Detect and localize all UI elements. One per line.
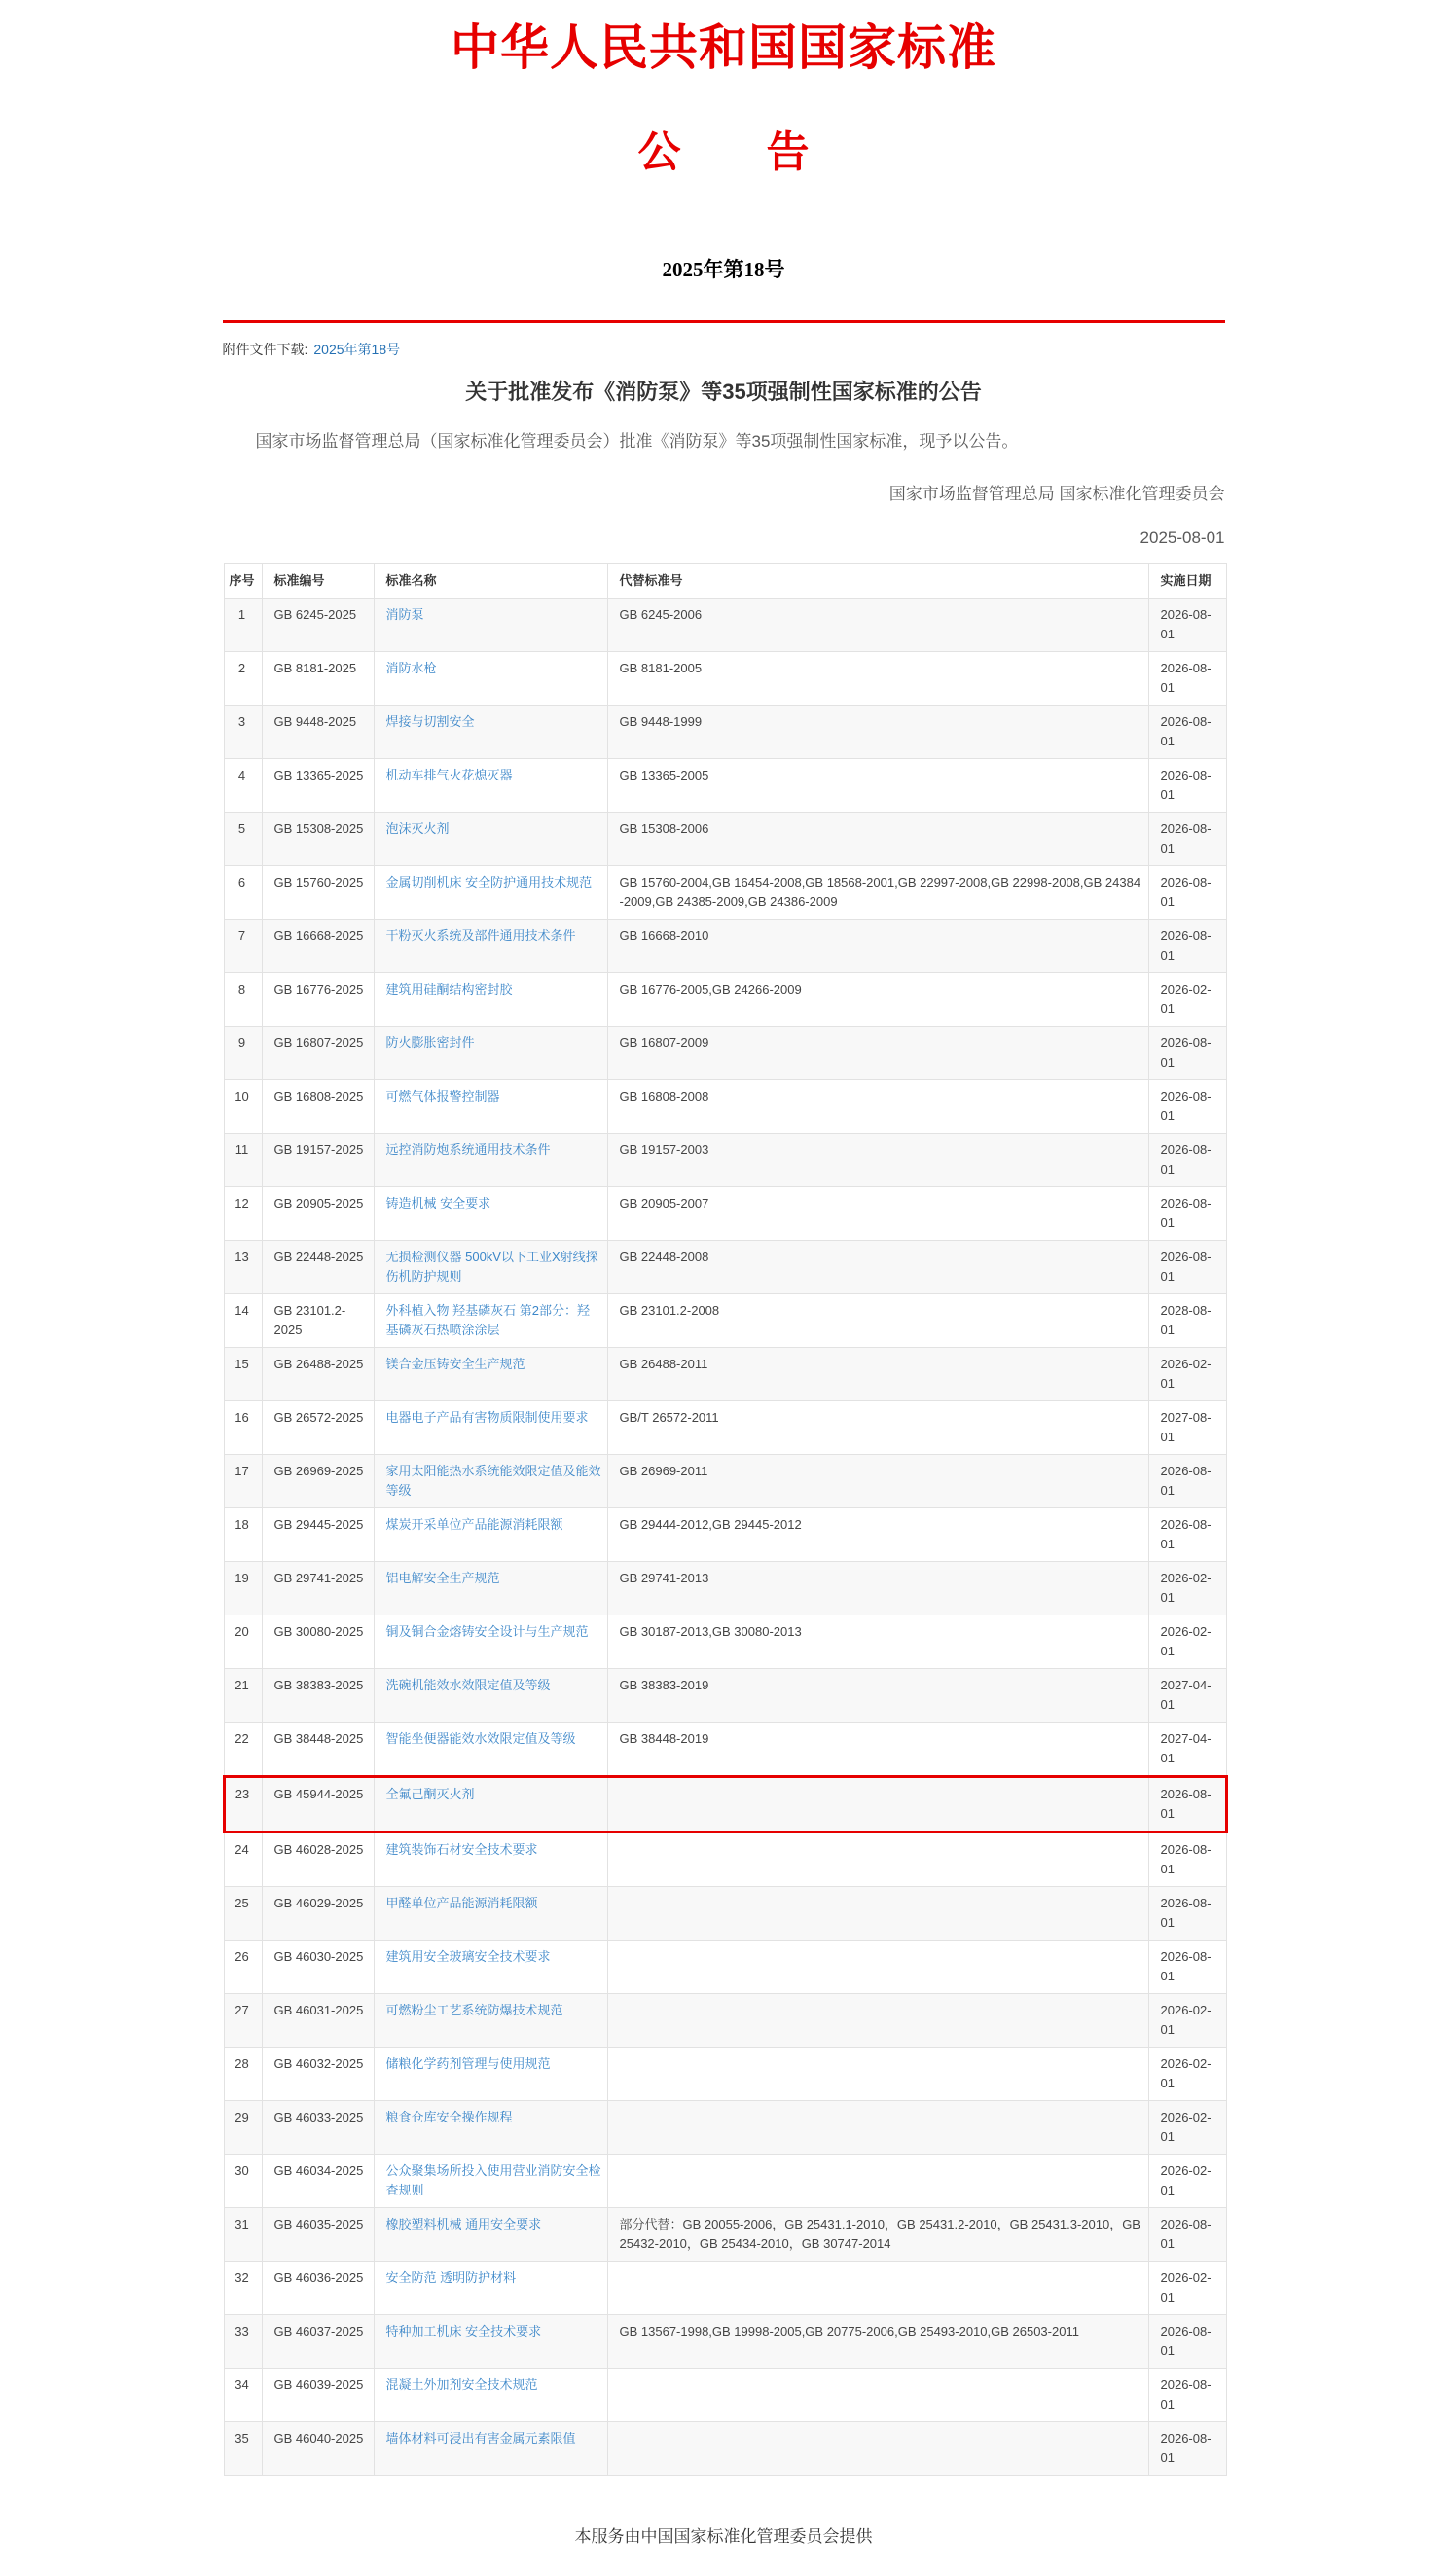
table-row xyxy=(224,1134,1226,1187)
standard-name-link[interactable]: 机动车排气火花熄灭器 xyxy=(385,768,513,783)
page-title: 中华人民共和国国家标准 xyxy=(451,20,996,75)
standard-name-link[interactable]: 电器电子产品有害物质限制使用要求 xyxy=(385,1410,589,1426)
standard-name-cell xyxy=(374,1455,607,1508)
row-number-cell: 14 xyxy=(224,1294,262,1348)
standard-name-link[interactable]: 甲醛单位产品能源消耗限额 xyxy=(385,1896,538,1911)
standard-code-cell: GB 16808-2025 xyxy=(262,1080,374,1134)
replaced-standards-cell xyxy=(607,2369,1148,2422)
standard-name-link[interactable]: 铸造机械 安全要求 xyxy=(385,1196,491,1212)
standard-name-link[interactable]: 远控消防炮系统通用技术条件 xyxy=(385,1143,551,1158)
standard-name-link[interactable]: 储粮化学药剂管理与使用规范 xyxy=(385,2056,551,2072)
standard-name-cell xyxy=(374,759,607,813)
table-row xyxy=(224,1294,1226,1348)
standard-name-cell xyxy=(374,2262,607,2315)
row-number-cell: 3 xyxy=(224,706,262,759)
implementation-date-cell: 2026-02-01 xyxy=(1148,1994,1226,2048)
standard-name-link[interactable]: 防火膨胀密封件 xyxy=(385,1035,475,1051)
standard-name-link[interactable]: 可燃气体报警控制器 xyxy=(385,1089,500,1105)
standard-name-cell xyxy=(374,2369,607,2422)
replaced-standards-cell xyxy=(607,1777,1148,1832)
standard-name-cell xyxy=(374,866,607,920)
table-row xyxy=(224,2422,1226,2476)
row-number-cell: 26 xyxy=(224,1941,262,1994)
implementation-date-cell: 2026-02-01 xyxy=(1148,2101,1226,2155)
standard-code-cell: GB 15760-2025 xyxy=(262,866,374,920)
row-number-cell: 1 xyxy=(224,599,262,652)
replaced-standards-cell xyxy=(607,1994,1148,2048)
implementation-date-cell: 2026-08-01 xyxy=(1148,866,1226,920)
standard-name-link[interactable]: 消防水枪 xyxy=(385,661,437,676)
implementation-date-cell: 2026-08-01 xyxy=(1148,1027,1226,1080)
standard-name-cell xyxy=(374,2048,607,2101)
standard-name-cell xyxy=(374,920,607,973)
standard-name-cell xyxy=(374,1080,607,1134)
row-number-cell: 22 xyxy=(224,1723,262,1777)
implementation-date-cell: 2026-08-01 xyxy=(1148,652,1226,706)
standard-code-cell: GB 8181-2025 xyxy=(262,652,374,706)
replaced-standards-cell: GB 38383-2019 xyxy=(607,1669,1148,1723)
row-number-cell: 28 xyxy=(224,2048,262,2101)
replaced-standards-cell xyxy=(607,1887,1148,1941)
table-row xyxy=(224,1027,1226,1080)
row-number-cell: 13 xyxy=(224,1241,262,1294)
standard-code-cell: GB 46033-2025 xyxy=(262,2101,374,2155)
row-number-cell: 33 xyxy=(224,2315,262,2369)
standard-code-cell: GB 46032-2025 xyxy=(262,2048,374,2101)
replaced-standards-cell: GB 9448-1999 xyxy=(607,706,1148,759)
replaced-standards-cell xyxy=(607,2262,1148,2315)
replaced-standards-cell: GB 15308-2006 xyxy=(607,813,1148,866)
table-row xyxy=(224,1562,1226,1615)
standard-code-cell: GB 45944-2025 xyxy=(262,1777,374,1832)
attachment-label: 附件文件下载: xyxy=(222,342,308,358)
table-row xyxy=(224,813,1226,866)
standard-name-link[interactable]: 安全防范 透明防护材料 xyxy=(385,2270,517,2286)
table-row xyxy=(224,1080,1226,1134)
replaced-standards-cell: 部分代替：GB 20055-2006，GB 25431.1-2010，GB 25431.2-2010，GB 25431.3-2010，GB 25432-2010，GB 25434-2010，GB 30747-2014 xyxy=(607,2208,1148,2262)
standard-name-link[interactable]: 铜及铜合金熔铸安全设计与生产规范 xyxy=(385,1624,589,1640)
row-number-cell: 17 xyxy=(224,1455,262,1508)
row-number-cell: 19 xyxy=(224,1562,262,1615)
row-number-cell: 21 xyxy=(224,1669,262,1723)
standard-name-cell xyxy=(374,1348,607,1401)
implementation-date-cell: 2026-08-01 xyxy=(1148,2315,1226,2369)
standard-code-cell: GB 38448-2025 xyxy=(262,1723,374,1777)
implementation-date-cell: 2026-02-01 xyxy=(1148,2155,1226,2208)
standard-name-cell xyxy=(374,2315,607,2369)
implementation-date-cell: 2026-08-01 xyxy=(1148,2369,1226,2422)
replaced-standards-cell xyxy=(607,2422,1148,2476)
table-row xyxy=(224,599,1226,652)
row-number-cell: 20 xyxy=(224,1615,262,1669)
standard-code-cell: GB 29445-2025 xyxy=(262,1508,374,1562)
standard-name-cell xyxy=(374,1027,607,1080)
implementation-date-cell: 2026-08-01 xyxy=(1148,920,1226,973)
row-number-cell: 31 xyxy=(224,2208,262,2262)
table-row xyxy=(224,1241,1226,1294)
implementation-date-cell: 2026-08-01 xyxy=(1148,1241,1226,1294)
standard-name-cell xyxy=(374,599,607,652)
table-row xyxy=(224,1508,1226,1562)
standard-code-cell: GB 16776-2025 xyxy=(262,973,374,1027)
standard-code-cell: GB 46040-2025 xyxy=(262,2422,374,2476)
standard-code-cell: GB 26488-2025 xyxy=(262,1348,374,1401)
implementation-date-cell: 2028-08-01 xyxy=(1148,1294,1226,1348)
standard-name-link[interactable]: 混凝土外加剂安全技术规范 xyxy=(385,2377,538,2393)
standard-name-link[interactable]: 干粉灭火系统及部件通用技术条件 xyxy=(385,928,576,944)
implementation-date-cell: 2026-08-01 xyxy=(1148,2422,1226,2476)
standard-name-link[interactable]: 焊接与切割安全 xyxy=(385,714,475,730)
standard-code-cell: GB 46028-2025 xyxy=(262,1832,374,1887)
standard-code-cell: GB 6245-2025 xyxy=(262,599,374,652)
standard-code-cell: GB 46039-2025 xyxy=(262,2369,374,2422)
replaced-standards-cell: GB 16808-2008 xyxy=(607,1080,1148,1134)
table-row xyxy=(224,1994,1226,2048)
standard-name-link[interactable]: 家用太阳能热水系统能效限定值及能效等级 xyxy=(385,1464,601,1499)
page-container xyxy=(223,21,1225,2576)
row-number-cell: 16 xyxy=(224,1401,262,1455)
implementation-date-cell: 2026-08-01 xyxy=(1148,1508,1226,1562)
standard-name-cell xyxy=(374,1832,607,1887)
standard-name-link[interactable]: 泡沫灭火剂 xyxy=(385,821,450,837)
replaced-standards-cell: GB 26488-2011 xyxy=(607,1348,1148,1401)
standard-name-cell xyxy=(374,1134,607,1187)
implementation-date-cell: 2027-04-01 xyxy=(1148,1669,1226,1723)
standards-table-body xyxy=(224,599,1226,2476)
announcement-body: 国家市场监督管理总局（国家标准化管理委员会）批准《消防泵》等35项强制性国家标准，现予以公告。 xyxy=(255,431,1019,451)
replaced-standards-cell: GB 13567-1998,GB 19998-2005,GB 20775-2006,GB 25493-2010,GB 26503-2011 xyxy=(607,2315,1148,2369)
standard-name-link[interactable]: 建筑用硅酮结构密封胶 xyxy=(385,982,513,998)
standard-name-cell xyxy=(374,652,607,706)
standard-name-cell xyxy=(374,1777,607,1832)
standard-name-link[interactable]: 墙体材料可浸出有害金属元素限值 xyxy=(385,2431,576,2447)
row-number-cell: 18 xyxy=(224,1508,262,1562)
header-standard-name: 标准名称 xyxy=(374,564,607,599)
row-number-cell: 5 xyxy=(224,813,262,866)
replaced-standards-cell: GB 29741-2013 xyxy=(607,1562,1148,1615)
table-row xyxy=(224,2101,1226,2155)
row-number-cell: 35 xyxy=(224,2422,262,2476)
replaced-standards-cell xyxy=(607,2155,1148,2208)
standard-name-link[interactable]: 可燃粉尘工艺系统防爆技术规范 xyxy=(385,2003,563,2018)
implementation-date-cell: 2026-08-01 xyxy=(1148,1187,1226,1241)
standard-code-cell: GB 46030-2025 xyxy=(262,1941,374,1994)
table-row xyxy=(224,1455,1226,1508)
row-number-cell: 11 xyxy=(224,1134,262,1187)
standard-name-link[interactable]: 公众聚集场所投入使用营业消防安全检查规则 xyxy=(385,2163,601,2198)
implementation-date-cell: 2026-08-01 xyxy=(1148,1134,1226,1187)
row-number-cell: 25 xyxy=(224,1887,262,1941)
row-number-cell: 10 xyxy=(224,1080,262,1134)
standard-code-cell: GB 26572-2025 xyxy=(262,1401,374,1455)
standard-name-link[interactable]: 全氟己酮灭火剂 xyxy=(385,1787,475,1802)
standard-code-cell: GB 13365-2025 xyxy=(262,759,374,813)
standard-name-link[interactable]: 煤炭开采单位产品能源消耗限额 xyxy=(385,1517,563,1533)
standard-name-cell xyxy=(374,1562,607,1615)
standard-name-cell xyxy=(374,1723,607,1777)
header-row-number: 序号 xyxy=(224,564,262,599)
standard-name-link[interactable]: 铝电解安全生产规范 xyxy=(385,1571,500,1586)
standard-name-link[interactable]: 金属切削机床 安全防护通用技术规范 xyxy=(385,875,593,890)
table-row xyxy=(224,866,1226,920)
standard-name-cell xyxy=(374,2208,607,2262)
standard-code-cell: GB 46034-2025 xyxy=(262,2155,374,2208)
row-number-cell: 24 xyxy=(224,1832,262,1887)
header-standard-code: 标准编号 xyxy=(262,564,374,599)
replaced-standards-cell: GB 26969-2011 xyxy=(607,1455,1148,1508)
table-header-row xyxy=(224,564,1226,599)
standard-name-link[interactable]: 建筑用安全玻璃安全技术要求 xyxy=(385,1949,551,1965)
replaced-standards-cell: GB 23101.2-2008 xyxy=(607,1294,1148,1348)
standard-code-cell: GB 9448-2025 xyxy=(262,706,374,759)
implementation-date-cell: 2026-08-01 xyxy=(1148,1777,1226,1832)
implementation-date-cell: 2026-02-01 xyxy=(1148,973,1226,1027)
standard-code-cell: GB 46037-2025 xyxy=(262,2315,374,2369)
table-row xyxy=(224,2369,1226,2422)
implementation-date-cell: 2026-08-01 xyxy=(1148,1887,1226,1941)
table-row xyxy=(224,759,1226,813)
table-row xyxy=(224,1348,1226,1401)
standard-code-cell: GB 46029-2025 xyxy=(262,1887,374,1941)
implementation-date-cell: 2026-08-01 xyxy=(1148,759,1226,813)
row-number-cell: 23 xyxy=(224,1777,262,1832)
header-replaced-standards: 代替标准号 xyxy=(607,564,1148,599)
row-number-cell: 34 xyxy=(224,2369,262,2422)
replaced-standards-cell: GB 16668-2010 xyxy=(607,920,1148,973)
table-row xyxy=(224,2208,1226,2262)
replaced-standards-cell: GB 13365-2005 xyxy=(607,759,1148,813)
header-implementation-date: 实施日期 xyxy=(1148,564,1226,599)
standard-name-link[interactable]: 橡胶塑料机械 通用安全要求 xyxy=(385,2217,542,2232)
replaced-standards-cell xyxy=(607,2048,1148,2101)
replaced-standards-cell: GB 16807-2009 xyxy=(607,1027,1148,1080)
issue-number: 2025年第18号 xyxy=(662,258,785,282)
table-row xyxy=(224,2315,1226,2369)
implementation-date-cell: 2026-08-01 xyxy=(1148,1455,1226,1508)
row-number-cell: 27 xyxy=(224,1994,262,2048)
row-number-cell: 9 xyxy=(224,1027,262,1080)
table-row xyxy=(224,2155,1226,2208)
standard-code-cell: GB 29741-2025 xyxy=(262,1562,374,1615)
standard-code-cell: GB 46031-2025 xyxy=(262,1994,374,2048)
row-number-cell: 12 xyxy=(224,1187,262,1241)
announcement-title: 关于批准发布《消防泵》等35项强制性国家标准的公告 xyxy=(465,380,982,405)
table-row xyxy=(224,1832,1226,1887)
standard-name-cell xyxy=(374,2155,607,2208)
red-divider xyxy=(223,320,1225,323)
standard-name-link[interactable]: 洗碗机能效水效限定值及等级 xyxy=(385,1678,551,1693)
document-header xyxy=(223,21,1225,283)
standard-name-cell xyxy=(374,973,607,1027)
standard-name-cell xyxy=(374,1401,607,1455)
standard-name-cell xyxy=(374,1294,607,1348)
standard-name-cell xyxy=(374,1615,607,1669)
standard-name-cell xyxy=(374,1887,607,1941)
implementation-date-cell: 2026-08-01 xyxy=(1148,813,1226,866)
standard-name-link[interactable]: 特种加工机床 安全技术要求 xyxy=(385,2324,542,2340)
row-number-cell: 4 xyxy=(224,759,262,813)
implementation-date-cell: 2026-02-01 xyxy=(1148,1615,1226,1669)
replaced-standards-cell: GB 20905-2007 xyxy=(607,1187,1148,1241)
standard-name-cell xyxy=(374,1187,607,1241)
table-row xyxy=(224,1723,1226,1777)
replaced-standards-cell: GB 16776-2005,GB 24266-2009 xyxy=(607,973,1148,1027)
row-number-cell: 30 xyxy=(224,2155,262,2208)
standard-name-link[interactable]: 镁合金压铸安全生产规范 xyxy=(385,1357,525,1372)
standard-code-cell: GB 16668-2025 xyxy=(262,920,374,973)
attachment-row xyxy=(223,331,1225,359)
standard-code-cell: GB 30080-2025 xyxy=(262,1615,374,1669)
replaced-standards-cell: GB 15760-2004,GB 16454-2008,GB 18568-2001,GB 22997-2008,GB 22998-2008,GB 24384-2009,GB 24385-2009,GB 24386-2009 xyxy=(607,866,1148,920)
standard-name-cell xyxy=(374,1241,607,1294)
announcement-subtitle: 公 告 xyxy=(637,128,810,176)
standard-code-cell: GB 19157-2025 xyxy=(262,1134,374,1187)
implementation-date-cell: 2026-02-01 xyxy=(1148,2262,1226,2315)
table-row xyxy=(224,1187,1226,1241)
standard-name-cell xyxy=(374,2422,607,2476)
standard-name-cell xyxy=(374,1994,607,2048)
replaced-standards-cell xyxy=(607,1832,1148,1887)
table-row xyxy=(224,652,1226,706)
standard-name-link[interactable]: 智能坐便器能效水效限定值及等级 xyxy=(385,1731,576,1747)
replaced-standards-cell xyxy=(607,1941,1148,1994)
implementation-date-cell: 2026-02-01 xyxy=(1148,1348,1226,1401)
standard-name-cell xyxy=(374,813,607,866)
table-row xyxy=(224,2048,1226,2101)
replaced-standards-cell: GB/T 26572-2011 xyxy=(607,1401,1148,1455)
replaced-standards-cell: GB 30187-2013,GB 30080-2013 xyxy=(607,1615,1148,1669)
standard-code-cell: GB 16807-2025 xyxy=(262,1027,374,1080)
table-row xyxy=(224,1615,1226,1669)
row-number-cell: 8 xyxy=(224,973,262,1027)
table-row xyxy=(224,706,1226,759)
implementation-date-cell: 2026-08-01 xyxy=(1148,599,1226,652)
standard-name-link[interactable]: 消防泵 xyxy=(385,607,424,623)
footer-note: 本服务由中国国家标准化管理委员会提供 xyxy=(574,2527,873,2547)
table-row xyxy=(224,1401,1226,1455)
standard-name-link[interactable]: 无损检测仪器 500kV以下工业X射线探伤机防护规则 xyxy=(385,1250,598,1285)
standard-name-cell xyxy=(374,2101,607,2155)
standard-name-cell xyxy=(374,706,607,759)
replaced-standards-cell: GB 38448-2019 xyxy=(607,1723,1148,1777)
implementation-date-cell: 2026-02-01 xyxy=(1148,2048,1226,2101)
table-row-highlighted xyxy=(224,1777,1226,1832)
implementation-date-cell: 2026-08-01 xyxy=(1148,1080,1226,1134)
attachment-link[interactable]: 2025年第18号 xyxy=(313,342,401,358)
standard-name-link[interactable]: 粮食仓库安全操作规程 xyxy=(385,2110,513,2125)
row-number-cell: 2 xyxy=(224,652,262,706)
replaced-standards-cell: GB 8181-2005 xyxy=(607,652,1148,706)
standard-code-cell: GB 38383-2025 xyxy=(262,1669,374,1723)
row-number-cell: 32 xyxy=(224,2262,262,2315)
standard-code-cell: GB 23101.2-2025 xyxy=(262,1294,374,1348)
standard-code-cell: GB 20905-2025 xyxy=(262,1187,374,1241)
implementation-date-cell: 2026-08-01 xyxy=(1148,706,1226,759)
replaced-standards-cell: GB 22448-2008 xyxy=(607,1241,1148,1294)
implementation-date-cell: 2026-02-01 xyxy=(1148,1562,1226,1615)
implementation-date-cell: 2026-08-01 xyxy=(1148,2208,1226,2262)
replaced-standards-cell xyxy=(607,2101,1148,2155)
standard-code-cell: GB 46035-2025 xyxy=(262,2208,374,2262)
standard-code-cell: GB 26969-2025 xyxy=(262,1455,374,1508)
standard-name-cell xyxy=(374,1508,607,1562)
implementation-date-cell: 2027-08-01 xyxy=(1148,1401,1226,1455)
replaced-standards-cell: GB 29444-2012,GB 29445-2012 xyxy=(607,1508,1148,1562)
table-row xyxy=(224,920,1226,973)
table-row xyxy=(224,2262,1226,2315)
standard-code-cell: GB 22448-2025 xyxy=(262,1241,374,1294)
standard-name-link[interactable]: 建筑装饰石材安全技术要求 xyxy=(385,1842,538,1858)
table-row xyxy=(224,1887,1226,1941)
signature-date: 2025-08-01 xyxy=(1140,528,1225,548)
implementation-date-cell: 2027-04-01 xyxy=(1148,1723,1226,1777)
implementation-date-cell: 2026-08-01 xyxy=(1148,1832,1226,1887)
signature: 国家市场监督管理总局 国家标准化管理委员会 xyxy=(888,485,1225,504)
row-number-cell: 15 xyxy=(224,1348,262,1401)
table-row xyxy=(224,1669,1226,1723)
standard-name-link[interactable]: 外科植入物 羟基磷灰石 第2部分：羟基磷灰石热喷涂涂层 xyxy=(385,1303,590,1338)
replaced-standards-cell: GB 6245-2006 xyxy=(607,599,1148,652)
row-number-cell: 7 xyxy=(224,920,262,973)
standard-code-cell: GB 46036-2025 xyxy=(262,2262,374,2315)
table-row xyxy=(224,973,1226,1027)
row-number-cell: 6 xyxy=(224,866,262,920)
standard-name-cell xyxy=(374,1669,607,1723)
standard-name-cell xyxy=(374,1941,607,1994)
standard-code-cell: GB 15308-2025 xyxy=(262,813,374,866)
table-row xyxy=(224,1941,1226,1994)
row-number-cell: 29 xyxy=(224,2101,262,2155)
replaced-standards-cell: GB 19157-2003 xyxy=(607,1134,1148,1187)
standards-table xyxy=(223,563,1228,2476)
implementation-date-cell: 2026-08-01 xyxy=(1148,1941,1226,1994)
